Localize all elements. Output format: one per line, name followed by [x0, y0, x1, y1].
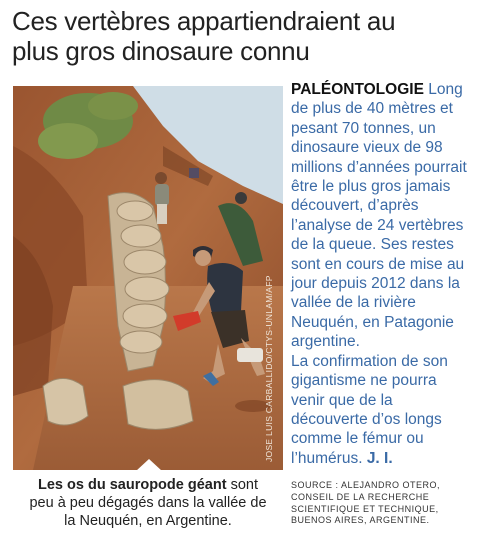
article-rubric: PALÉONTOLOGIE	[291, 81, 424, 98]
headline-line-2: plus gros dinosaure connu	[12, 36, 310, 66]
photo-caption	[13, 476, 283, 530]
photo-credit: JOSE LUIS CARBALLIDO/CTYS-UNLAM/AFP	[264, 275, 274, 462]
article-body	[291, 80, 473, 468]
caption-notch	[136, 459, 162, 471]
headline	[12, 6, 472, 66]
caption-bold: Les os du sauropode géant	[38, 477, 227, 493]
excavation-photo	[13, 86, 283, 470]
article-paragraph-2-text: La confirmation de son gigantisme ne pourra venir que de la découverte d’os longs comme le fémur ou l’humérus.	[291, 352, 448, 467]
source-line-3: SCIENTIFIQUE ET TECHNIQUE,	[291, 503, 439, 514]
headline-line-1: Ces vertèbres appartiendraient au	[12, 6, 396, 36]
article-paragraph-1: Long de plus de 40 mètres et pesant 70 tonnes, un dinosaure vieux de 98 millions d’années pourrait être le plus gros jamais découvert, d’après l’analyse de 24 vertèbres de la queue. Ses restes sont en cours de mise au jour depuis 2012 dans la vallée de la rivière Neuquén, en Patagonie argentine.	[291, 81, 467, 351]
source-note	[291, 480, 475, 527]
article-signature: J. I.	[366, 449, 393, 467]
excavation-illustration	[13, 86, 283, 470]
source-line-1: SOURCE : ALEJANDRO OTERO,	[291, 480, 441, 490]
source-line-2: CONSEIL DE LA RECHERCHE	[291, 491, 430, 502]
source-line-4: BUENOS AIRES, ARGENTINE.	[291, 515, 430, 526]
article-paragraph-2	[291, 352, 473, 468]
caption-line-3: la Neuquén, en Argentine.	[64, 513, 232, 529]
caption-rest-1: sont	[230, 477, 258, 493]
caption-line-2: peu à peu dégagés dans la vallée de	[29, 495, 267, 511]
caption-line-1	[13, 476, 283, 494]
